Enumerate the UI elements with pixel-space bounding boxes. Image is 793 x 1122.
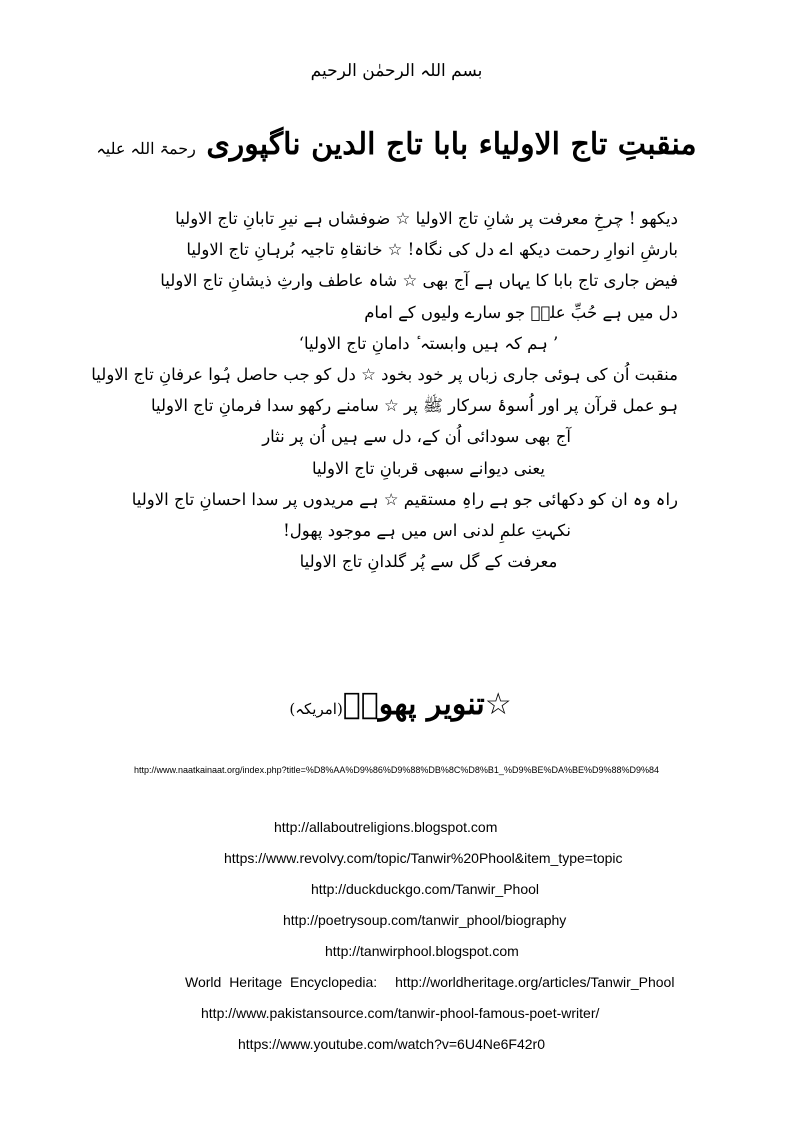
poem-line: دل میں ہے حُبِّ علیؓ جو سارے ولیوں کے امام <box>364 302 678 322</box>
poem-line: ہو عمل قرآن پر اور اُسوۂ سرکار ﷺ پر ☆ سامنے رکھو سدا فرمانِ تاج الاولیا <box>150 396 678 416</box>
poem-body <box>78 203 678 577</box>
poem-line: فیض جاری تاج بابا کا یہاں ہے آج بھی ☆ شاہ عاطف وارثِ ذیشانِ تاج الاولیا <box>160 271 678 291</box>
reference-link[interactable]: http://allaboutreligions.blogspot.com <box>274 819 498 835</box>
star-icon: ☆ <box>484 687 512 722</box>
poem-title-main: منقبتِ تاج الاولیاء بابا تاج الدین ناگپوری <box>206 127 697 162</box>
poem-line: بارشِ انوارِ رحمت دیکھ اے دل کی نگاہ! ☆ خانقاہِ تاجیہ بُرہانِ تاج الاولیا <box>186 240 678 260</box>
poem-line: راہ وہ ان کو دکھائی جو ہے راہِ مستقیم ☆ ہے مریدوں پر سدا احسانِ تاج الاولیا <box>131 489 678 509</box>
source-link[interactable]: http://www.naatkainaat.org/index.php?title=%D8%AA%D9%86%D9%88%DB%8C%D8%B1_%D9%BE%DA%BE%D9%88%D9%84 <box>133 765 660 775</box>
reference-link[interactable]: http://poetrysoup.com/tanwir_phool/biography <box>283 912 567 928</box>
bismillah-heading: بسم اللہ الرحمٰن الرحیم <box>310 61 483 81</box>
poem-line: منقبت اُن کی ہوئی جاری زباں پر خود بخود ☆ دل کو جب حاصل ہُوا عرفانِ تاج الاولیا <box>91 364 678 384</box>
reference-link[interactable]: http://www.pakistansource.com/tanwir-phool-famous-poet-writer/ <box>201 1005 600 1021</box>
world-heritage-label: World Heritage Encyclopedia: <box>185 974 378 990</box>
poem-line: ’ ہم کہ ہیں وابستہ ٔ دامانِ تاج الاولیا‘ <box>298 333 559 353</box>
world-heritage-row <box>185 974 674 990</box>
reference-link[interactable]: http://worldheritage.org/articles/Tanwir_Phool <box>395 974 675 990</box>
poem-line: آج بھی سودائی اُن کے، دل سے ہیں اُن پر نثار <box>262 427 571 447</box>
reference-link[interactable]: https://www.youtube.com/watch?v=6U4Ne6F42r0 <box>238 1036 545 1052</box>
poet-name: تنویر پھولؔ <box>342 687 485 722</box>
reference-link[interactable]: https://www.revolvy.com/topic/Tanwir%20Phool&item_type=topic <box>224 850 623 866</box>
poem-line: یعنی دیوانے سبھی قربانِ تاج الاولیا <box>312 458 545 478</box>
poet-signature <box>0 687 793 722</box>
poem-title <box>80 127 713 162</box>
poet-location: (امریکہ) <box>289 700 343 718</box>
reference-link[interactable]: http://tanwirphool.blogspot.com <box>325 943 519 959</box>
poem-line: نکہتِ علمِ لدنی اس میں ہے موجود پھول! <box>283 520 571 540</box>
reference-link[interactable]: http://duckduckgo.com/Tanwir_Phool <box>311 881 540 897</box>
poem-line: معرفت کے گل سے پُر گلدانِ تاج الاولیا <box>299 552 558 572</box>
poem-title-suffix: رحمۃ اللہ علیہ <box>96 139 196 158</box>
poem-line: دیکھو ! چرخِ معرفت پر شانِ تاج الاولیا ☆ ضوفشاں ہے نیرِ تابانِ تاج الاولیا <box>175 209 678 228</box>
